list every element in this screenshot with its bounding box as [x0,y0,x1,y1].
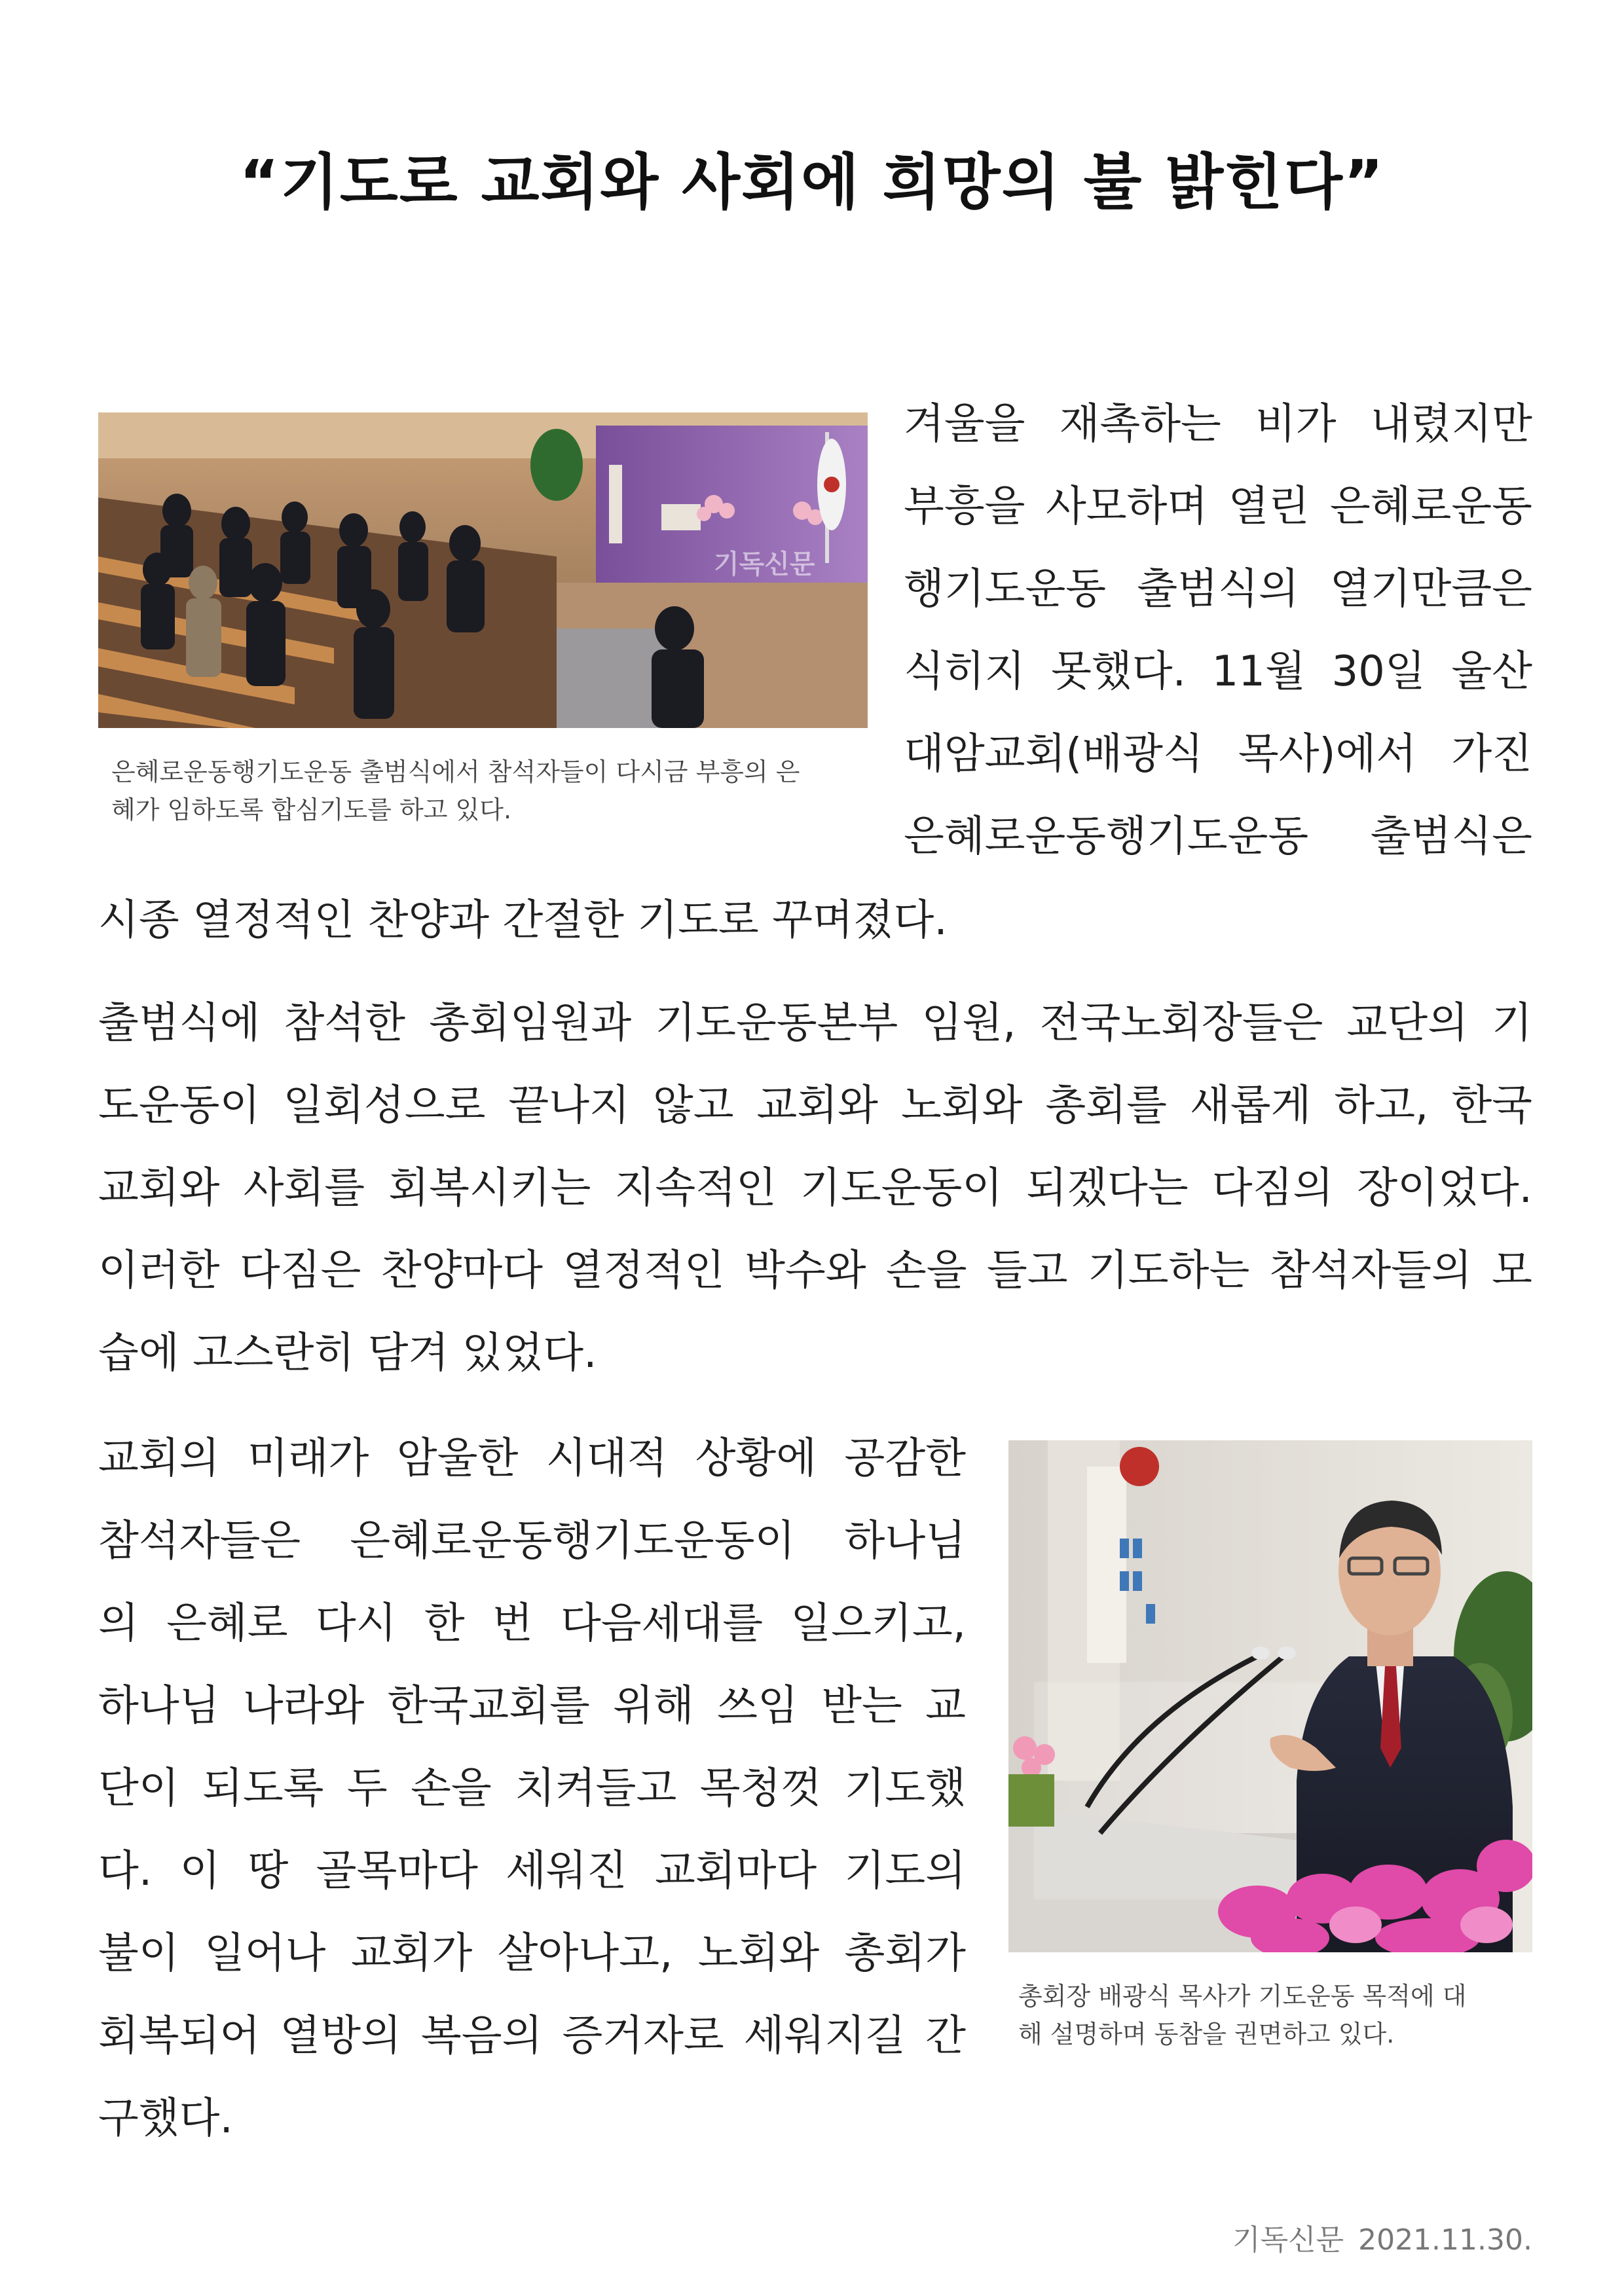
paragraph-3 [98,1417,966,2160]
text-line: 도운동이 일회성으로 끝나지 않고 교회와 노회와 총회를 새롭게 하고, 한국 [98,1082,1532,1130]
footer-date: 2021.11.30. [1358,2223,1532,2257]
text-line: 출범식에 참석한 총회임원과 기도운동본부 임원, 전국노회장들은 교단의 기 [98,999,1532,1048]
text-line: 단이 되도록 두 손을 치켜들고 목청껏 기도했 [98,1764,966,1813]
text-line: 다. 이 땅 골목마다 세워진 교회마다 기도의 [98,1847,966,1895]
paragraph-1-continuation: 시종 열정적인 찬양과 간절한 기도로 꾸며졌다. [98,896,948,945]
text-line: 겨울을 재촉하는 비가 내렸지만 [904,400,1532,448]
paragraph-1 [904,383,1532,878]
text-line: 대암교회(배광식 목사)에서 가진 [904,730,1532,778]
caption-line: 총회장 배광식 목사가 기도운동 목적에 대 [1018,1982,1467,2011]
text-line: 습에 고스란히 담겨 있었다. [98,1329,597,1377]
text-line: 구했다. [98,2094,233,2143]
text-line: 이러한 다짐은 찬양마다 열정적인 박수와 손을 들고 기도하는 참석자들의 모 [98,1247,1532,1295]
caption-line: 혜가 임하도록 합심기도를 하고 있다. [111,795,512,824]
congregation-photo-illustration [98,412,868,728]
text-line: 교회와 사회를 회복시키는 지속적인 기도운동이 되겠다는 다짐의 장이었다. [98,1164,1532,1212]
footer-source: 기독신문 [1232,2223,1344,2257]
text-line: 하나님 나라와 한국교회를 위해 쓰임 받는 교 [98,1682,966,1730]
text-line: 의 은혜로 다시 한 번 다음세대를 일으키고, [98,1599,966,1648]
paragraph-2 [98,982,1532,1394]
article-title: “기도로 교회와 사회에 희망의 불 밝힌다” [239,147,1385,217]
speaker-photo-illustration [1008,1440,1532,1952]
text-line: 회복되어 열방의 복음의 증거자로 세워지길 간 [98,2012,966,2060]
text-line: 행기도운동 출범식의 열기만큼은 [904,565,1532,613]
text-line: 식히지 못했다. 11월 30일 울산 [904,647,1532,696]
text-line: 불이 일어나 교회가 살아나고, 노회와 총회가 [98,1929,966,1978]
photo1-caption [111,753,864,829]
photo-watermark: 기독신문 [714,549,815,579]
text-line: 은혜로운동행기도운동 출범식은 [904,812,1532,861]
congregation-prayer-photo [98,412,868,728]
speaker-photo [1008,1440,1532,1952]
caption-line: 은혜로운동행기도운동 출범식에서 참석자들이 다시금 부흥의 은 [111,757,800,786]
caption-line: 해 설명하며 동참을 권면하고 있다. [1018,2020,1395,2049]
text-line: 참석자들은 은혜로운동행기도운동이 하나님 [98,1517,966,1565]
text-line: 부흥을 사모하며 열린 은혜로운동 [904,483,1532,531]
text-line: 교회의 미래가 암울한 시대적 상황에 공감한 [98,1434,966,1483]
source-footer [1218,2216,1532,2258]
photo2-caption [1018,1977,1536,2053]
